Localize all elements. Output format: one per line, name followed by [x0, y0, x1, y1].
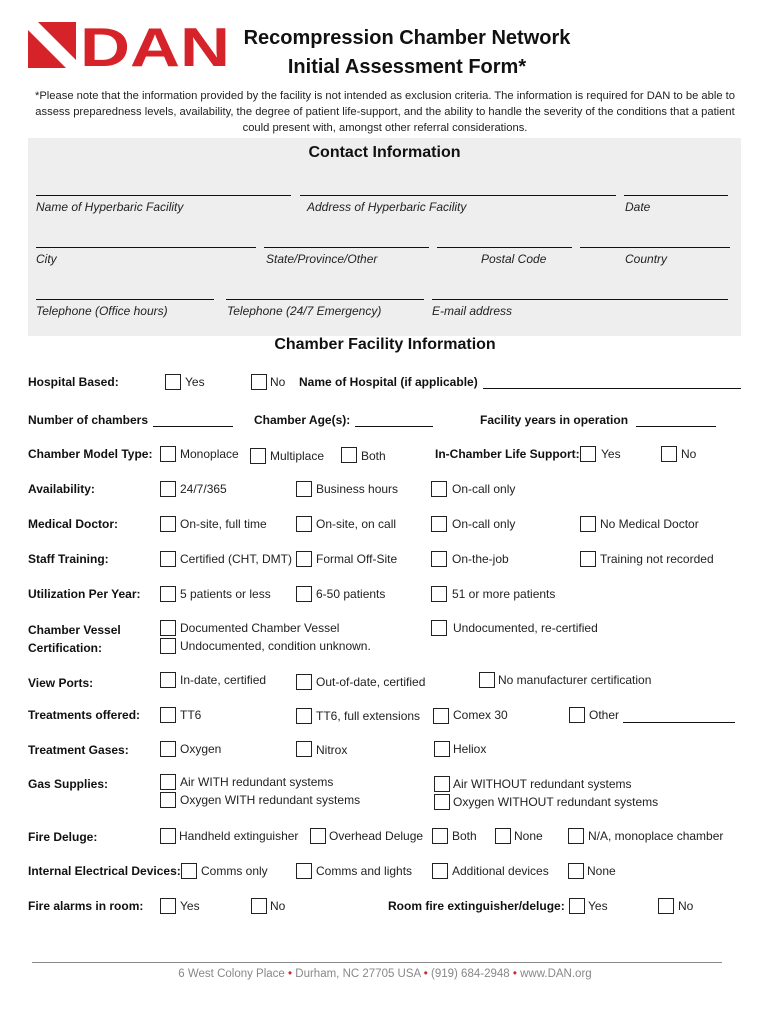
- availability-label: Availability:: [28, 482, 95, 496]
- footer-separator: •: [512, 968, 517, 980]
- undocumented-unknown-label: Undocumented, condition unknown.: [180, 639, 371, 653]
- certified-training-checkbox[interactable]: [160, 551, 176, 567]
- tt6-extensions-checkbox[interactable]: [296, 708, 312, 724]
- fiftyone-patients-label: 51 or more patients: [452, 587, 556, 601]
- form-title-line2: Initial Assessment Form*: [287, 56, 527, 78]
- deluge-both-label: Both: [452, 829, 477, 843]
- city-caption: City: [36, 252, 57, 266]
- room-extinguisher-label: Room fire extinguisher/deluge:: [388, 899, 565, 913]
- fire-alarms-yes-label: Yes: [180, 899, 200, 913]
- certified-training-label: Certified (CHT, DMT): [180, 552, 293, 566]
- five-patients-checkbox[interactable]: [160, 586, 176, 602]
- state-caption: State/Province/Other: [266, 252, 378, 266]
- telephone-office-field[interactable]: [36, 299, 214, 300]
- facility-address-caption: Address of Hyperbaric Facility: [307, 200, 467, 214]
- heliox-label: Heliox: [453, 742, 487, 756]
- life-support-yes-checkbox[interactable]: [580, 446, 596, 462]
- offsite-training-checkbox[interactable]: [296, 551, 312, 567]
- offsite-training-label: Formal Off-Site: [316, 552, 398, 566]
- telephone-office-caption: Telephone (Office hours): [36, 304, 168, 318]
- footer-contact-line: [0, 968, 770, 980]
- comex30-checkbox[interactable]: [433, 708, 449, 724]
- fire-alarms-no-checkbox[interactable]: [251, 898, 267, 914]
- multiplace-checkbox[interactable]: [250, 448, 266, 464]
- handheld-extinguisher-checkbox[interactable]: [160, 828, 176, 844]
- documented-vessel-label: Documented Chamber Vessel: [180, 621, 340, 635]
- vessel-certification-label-line1: Chamber Vessel: [28, 623, 121, 637]
- state-field[interactable]: [264, 247, 429, 248]
- doctor-oncall-only-checkbox[interactable]: [431, 516, 447, 532]
- footer-divider: [32, 962, 722, 963]
- facility-address-field[interactable]: [300, 195, 616, 196]
- footer-city: Durham, NC 27705 USA: [295, 968, 421, 980]
- hospital-based-label: Hospital Based:: [28, 375, 119, 389]
- treatment-gases-label: Treatment Gases:: [28, 743, 129, 757]
- fire-alarms-label: Fire alarms in room:: [28, 899, 144, 913]
- telephone-emergency-field[interactable]: [226, 299, 424, 300]
- other-treatment-checkbox[interactable]: [569, 707, 585, 723]
- facility-years-field[interactable]: [636, 426, 716, 427]
- overhead-deluge-label: Overhead Deluge: [329, 829, 424, 843]
- form-title-line1: Recompression Chamber Network: [243, 27, 571, 49]
- six-fifty-patients-checkbox[interactable]: [296, 586, 312, 602]
- training-not-recorded-checkbox[interactable]: [580, 551, 596, 567]
- oxygen-checkbox[interactable]: [160, 741, 176, 757]
- air-redundant-checkbox[interactable]: [160, 774, 176, 790]
- date-caption: Date: [625, 200, 651, 214]
- disclaimer-notice: *Please note that the information provided by the facility is not intended as exclusion criteria. The information is required for DAN to be able to assess preparedness levels, availability, the degree of patient life-support, and the ability to handle the severity of the conditions that a patient could present with, amongst other referral considerations.: [34, 90, 736, 134]
- oxygen-redundant-label: Oxygen WITH redundant systems: [180, 793, 361, 807]
- facility-name-caption: Name of Hyperbaric Facility: [36, 200, 184, 214]
- hospital-based-no-label: No: [270, 375, 286, 389]
- both-model-label: Both: [361, 449, 386, 463]
- hospital-based-yes-label: Yes: [185, 375, 205, 389]
- footer-separator: •: [288, 968, 293, 980]
- viewports-indate-checkbox[interactable]: [160, 672, 176, 688]
- fire-deluge-label: Fire Deluge:: [28, 830, 98, 844]
- tt6-extensions-label: TT6, full extensions: [316, 709, 421, 723]
- room-extinguisher-no-checkbox[interactable]: [658, 898, 674, 914]
- chamber-model-label: Chamber Model Type:: [28, 447, 153, 461]
- other-treatment-label: Other: [589, 708, 620, 722]
- email-caption: E-mail address: [432, 304, 513, 318]
- footer-separator: •: [423, 968, 428, 980]
- country-field[interactable]: [580, 247, 730, 248]
- undocumented-unknown-checkbox[interactable]: [160, 638, 176, 654]
- tt6-label: TT6: [180, 708, 202, 722]
- fire-alarms-no-label: No: [270, 899, 286, 913]
- room-extinguisher-no-label: No: [678, 899, 694, 913]
- oxygen-redundant-checkbox[interactable]: [160, 792, 176, 808]
- number-of-chambers-label: Number of chambers: [28, 413, 149, 427]
- no-manufacturer-cert-label: No manufacturer certification: [498, 673, 652, 687]
- onthejob-training-checkbox[interactable]: [431, 551, 447, 567]
- postal-code-field[interactable]: [437, 247, 572, 248]
- availability-247-label: 24/7/365: [180, 482, 227, 496]
- hospital-name-label: Name of Hospital (if applicable): [299, 375, 478, 389]
- city-field[interactable]: [36, 247, 256, 248]
- viewports-outofdate-label: Out-of-date, certified: [316, 675, 426, 689]
- hospital-based-yes-checkbox[interactable]: [165, 374, 181, 390]
- life-support-no-checkbox[interactable]: [661, 446, 677, 462]
- undocumented-recertified-label: Undocumented, re-certified: [453, 621, 598, 635]
- comex30-label: Comex 30: [453, 708, 508, 722]
- footer-phone: (919) 684-2948: [431, 968, 510, 980]
- availability-oncall-checkbox[interactable]: [431, 481, 447, 497]
- comms-lights-label: Comms and lights: [316, 864, 413, 878]
- doctor-oncall-only-label: On-call only: [452, 517, 516, 531]
- doctor-fulltime-label: On-site, full time: [180, 517, 267, 531]
- fiftyone-patients-checkbox[interactable]: [431, 586, 447, 602]
- fire-alarms-yes-checkbox[interactable]: [160, 898, 176, 914]
- chamber-age-field[interactable]: [355, 426, 433, 427]
- treatments-label: Treatments offered:: [28, 708, 141, 722]
- life-support-yes-label: Yes: [601, 447, 621, 461]
- hospital-based-no-checkbox[interactable]: [251, 374, 267, 390]
- monoplace-label: Monoplace: [180, 447, 239, 461]
- doctor-oncall-site-checkbox[interactable]: [296, 516, 312, 532]
- doctor-fulltime-checkbox[interactable]: [160, 516, 176, 532]
- comms-only-checkbox[interactable]: [181, 863, 197, 879]
- no-manufacturer-cert-checkbox[interactable]: [479, 672, 495, 688]
- contact-section-title: Contact Information: [308, 144, 461, 161]
- chamber-age-label: Chamber Age(s):: [254, 413, 351, 427]
- view-ports-label: View Ports:: [28, 676, 94, 690]
- gas-supplies-label: Gas Supplies:: [28, 777, 109, 791]
- air-redundant-label: Air WITH redundant systems: [180, 775, 334, 789]
- availability-oncall-label: On-call only: [452, 482, 516, 496]
- hospital-name-field[interactable]: [483, 388, 741, 389]
- business-hours-label: Business hours: [316, 482, 399, 496]
- comms-lights-checkbox[interactable]: [296, 863, 312, 879]
- comms-only-label: Comms only: [201, 864, 268, 878]
- tt6-checkbox[interactable]: [160, 707, 176, 723]
- no-doctor-checkbox[interactable]: [580, 516, 596, 532]
- other-treatment-field[interactable]: [623, 722, 735, 723]
- five-patients-label: 5 patients or less: [180, 587, 271, 601]
- room-extinguisher-yes-checkbox[interactable]: [569, 898, 585, 914]
- footer-website-link[interactable]: www.DAN.org: [520, 968, 592, 980]
- telephone-emergency-caption: Telephone (24/7 Emergency): [227, 304, 382, 318]
- both-model-checkbox[interactable]: [341, 447, 357, 463]
- staff-training-label: Staff Training:: [28, 552, 109, 566]
- deluge-na-label: N/A, monoplace chamber: [588, 829, 724, 843]
- electrical-none-label: None: [587, 864, 616, 878]
- additional-devices-label: Additional devices: [452, 864, 549, 878]
- multiplace-label: Multiplace: [270, 449, 325, 463]
- viewports-indate-label: In-date, certified: [180, 673, 267, 687]
- documented-vessel-checkbox[interactable]: [160, 620, 176, 636]
- electrical-none-checkbox[interactable]: [568, 863, 584, 879]
- country-caption: Country: [625, 252, 668, 266]
- availability-247-checkbox[interactable]: [160, 481, 176, 497]
- life-support-no-label: No: [681, 447, 697, 461]
- doctor-oncall-site-label: On-site, on call: [316, 517, 397, 531]
- deluge-both-checkbox[interactable]: [432, 828, 448, 844]
- air-no-redundant-checkbox[interactable]: [434, 776, 450, 792]
- postal-code-caption: Postal Code: [481, 252, 547, 266]
- medical-doctor-label: Medical Doctor:: [28, 517, 119, 531]
- no-doctor-label: No Medical Doctor: [600, 517, 699, 531]
- onthejob-training-label: On-the-job: [452, 552, 509, 566]
- overhead-deluge-checkbox[interactable]: [310, 828, 326, 844]
- room-extinguisher-yes-label: Yes: [588, 899, 608, 913]
- logo-text: DAN: [80, 20, 230, 70]
- deluge-none-label: None: [514, 829, 543, 843]
- training-not-recorded-label: Training not recorded: [600, 552, 714, 566]
- heliox-checkbox[interactable]: [434, 741, 450, 757]
- date-field[interactable]: [624, 195, 728, 196]
- number-of-chambers-field[interactable]: [153, 426, 233, 427]
- facility-name-field[interactable]: [36, 195, 291, 196]
- monoplace-checkbox[interactable]: [160, 446, 176, 462]
- utilization-label: Utilization Per Year:: [28, 587, 141, 601]
- handheld-extinguisher-label: Handheld extinguisher: [179, 829, 299, 843]
- vessel-certification-label-line2: Certification:: [28, 641, 103, 655]
- oxygen-no-redundant-checkbox[interactable]: [434, 794, 450, 810]
- electrical-devices-label: Internal Electrical Devices:: [28, 864, 181, 878]
- facility-years-label: Facility years in operation: [480, 413, 629, 427]
- nitrox-checkbox[interactable]: [296, 741, 312, 757]
- life-support-label: In-Chamber Life Support:: [435, 447, 580, 461]
- additional-devices-checkbox[interactable]: [432, 863, 448, 879]
- undocumented-recertified-checkbox[interactable]: [431, 620, 447, 636]
- email-field[interactable]: [432, 299, 728, 300]
- oxygen-no-redundant-label: Oxygen WITHOUT redundant systems: [453, 795, 659, 809]
- air-no-redundant-label: Air WITHOUT redundant systems: [453, 777, 632, 791]
- six-fifty-patients-label: 6-50 patients: [316, 587, 386, 601]
- deluge-na-checkbox[interactable]: [568, 828, 584, 844]
- nitrox-label: Nitrox: [316, 743, 348, 757]
- business-hours-checkbox[interactable]: [296, 481, 312, 497]
- oxygen-label: Oxygen: [180, 742, 222, 756]
- facility-section-title: Chamber Facility Information: [274, 336, 496, 353]
- viewports-outofdate-checkbox[interactable]: [296, 674, 312, 690]
- dan-logo: [28, 20, 232, 70]
- deluge-none-checkbox[interactable]: [495, 828, 511, 844]
- footer-address: 6 West Colony Place: [178, 968, 285, 980]
